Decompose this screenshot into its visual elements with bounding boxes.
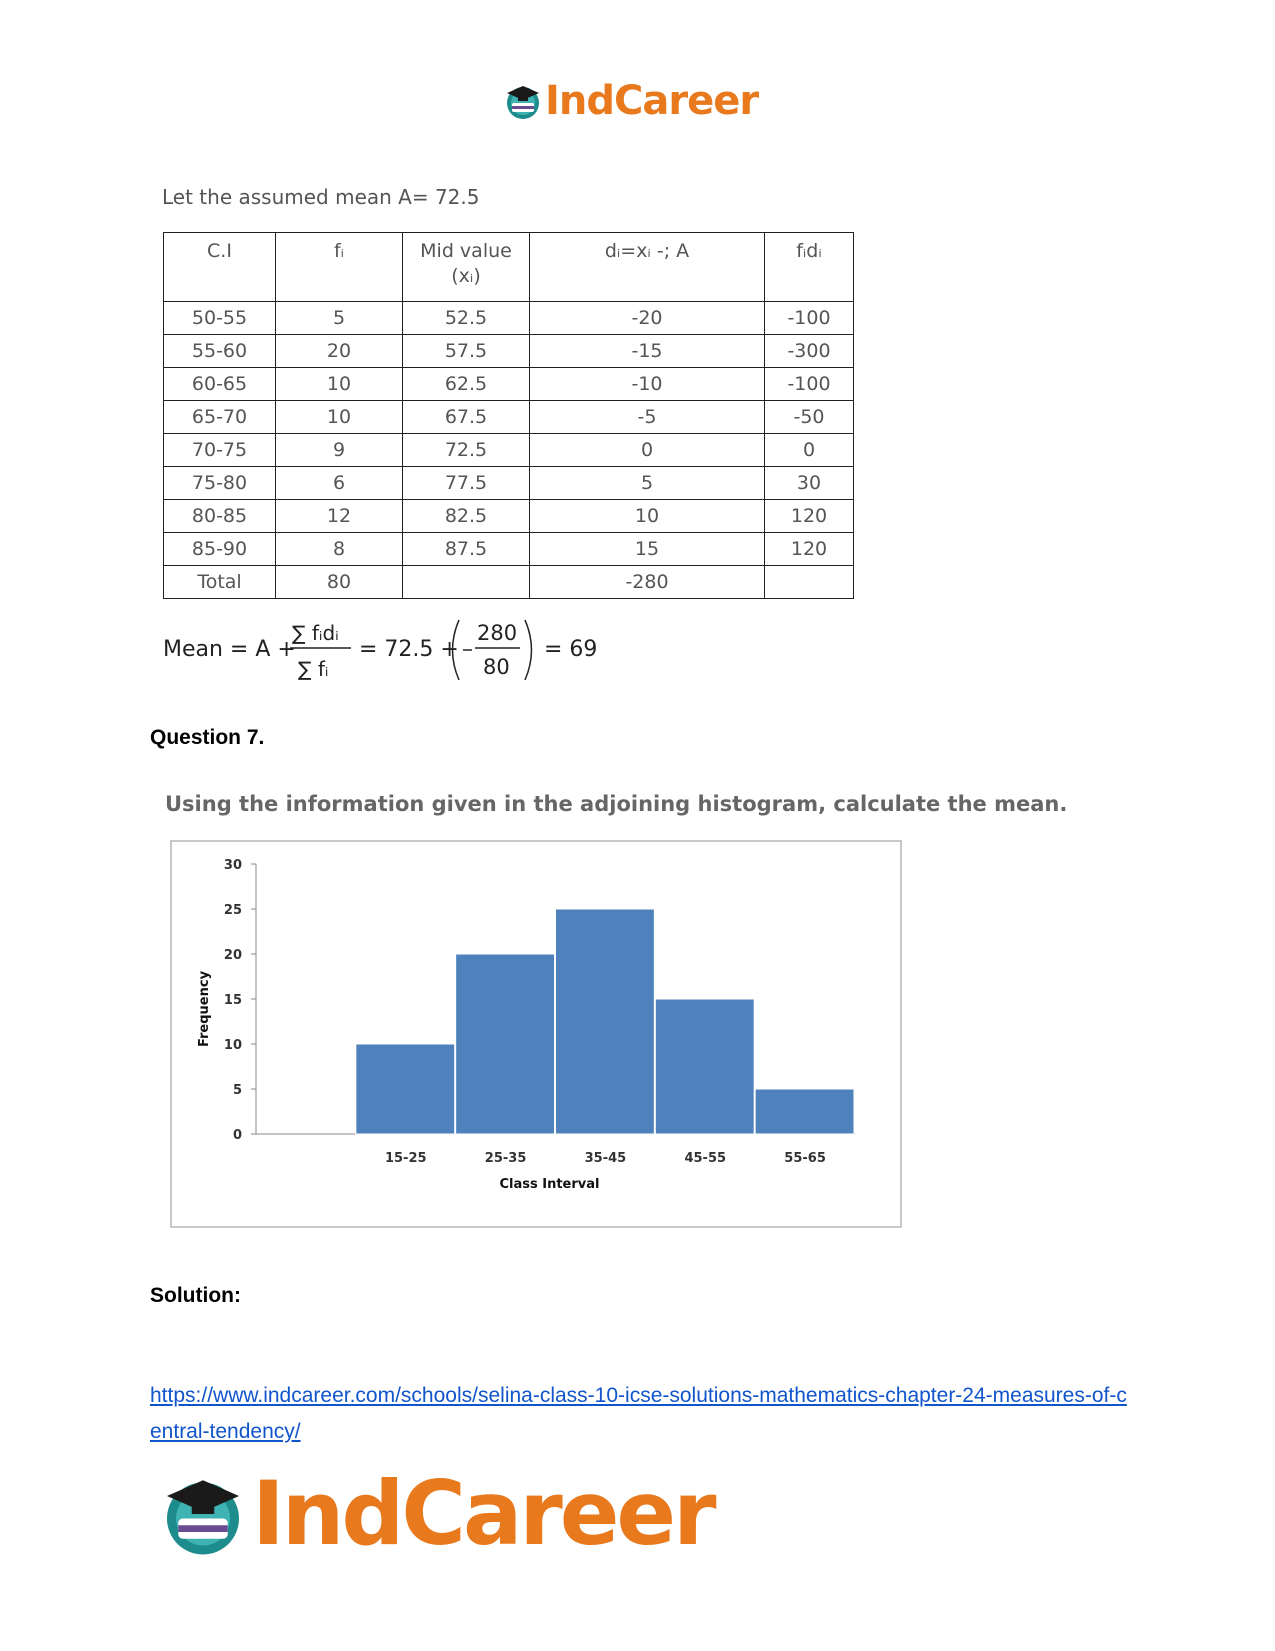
cell bbox=[403, 566, 530, 599]
histogram-bar bbox=[356, 1044, 455, 1134]
cell: 60-65 bbox=[164, 368, 276, 401]
table-row bbox=[164, 335, 854, 368]
cell: 57.5 bbox=[403, 335, 530, 368]
cell: -300 bbox=[765, 335, 854, 368]
header-fidi: fᵢdᵢ bbox=[765, 233, 854, 302]
formula-inner-numerator: 280 bbox=[477, 621, 518, 645]
cell: 9 bbox=[276, 434, 403, 467]
cell: -280 bbox=[530, 566, 765, 599]
cell: 0 bbox=[765, 434, 854, 467]
indcareer-logo-top bbox=[503, 78, 758, 124]
cell: 5 bbox=[530, 467, 765, 500]
table-row bbox=[164, 302, 854, 335]
formula-numerator: ∑ fᵢdᵢ bbox=[292, 621, 339, 645]
solution-heading: Solution: bbox=[150, 1284, 241, 1307]
graduation-cap-globe-icon bbox=[503, 81, 543, 121]
cell: 0 bbox=[530, 434, 765, 467]
cell: 6 bbox=[276, 467, 403, 500]
logo-text: IndCareer bbox=[545, 78, 759, 124]
cell: 12 bbox=[276, 500, 403, 533]
cell: 15 bbox=[530, 533, 765, 566]
cell: -100 bbox=[765, 302, 854, 335]
cell: 67.5 bbox=[403, 401, 530, 434]
cell: 120 bbox=[765, 500, 854, 533]
y-axis-label: Frequency bbox=[197, 970, 212, 1048]
histogram-bar bbox=[655, 999, 754, 1134]
cell: 80 bbox=[276, 566, 403, 599]
table-row bbox=[164, 500, 854, 533]
x-tick-label: 15-25 bbox=[384, 1151, 427, 1166]
cell: 85-90 bbox=[164, 533, 276, 566]
table-row bbox=[164, 533, 854, 566]
table-total-row bbox=[164, 566, 854, 599]
source-link[interactable]: https://www.indcareer.com/schools/selina-class-10-icse-solutions-mathematics-chapter-24-measures-of-central-tendency/ bbox=[150, 1384, 1127, 1443]
cell: 80-85 bbox=[164, 500, 276, 533]
header-fi: fᵢ bbox=[276, 233, 403, 302]
cell: 52.5 bbox=[403, 302, 530, 335]
formula-result: = 69 bbox=[544, 637, 598, 662]
cell: -5 bbox=[530, 401, 765, 434]
table-row bbox=[164, 401, 854, 434]
cell: 10 bbox=[276, 401, 403, 434]
cell: 10 bbox=[530, 500, 765, 533]
histogram-chart bbox=[170, 840, 902, 1228]
histogram-bar bbox=[456, 954, 555, 1134]
y-tick-label: 5 bbox=[232, 1083, 242, 1098]
graduation-cap-globe-icon bbox=[158, 1469, 248, 1559]
cell: -15 bbox=[530, 335, 765, 368]
cell: 10 bbox=[276, 368, 403, 401]
cell: 82.5 bbox=[403, 500, 530, 533]
y-tick-label: 10 bbox=[223, 1038, 242, 1053]
table-header-row bbox=[164, 233, 854, 302]
y-tick-label: 30 bbox=[223, 858, 242, 873]
header-mid-value: Mid value (xᵢ) bbox=[403, 233, 530, 302]
x-tick-label: 45-55 bbox=[684, 1151, 727, 1166]
mean-formula bbox=[163, 612, 623, 688]
y-tick-label: 25 bbox=[223, 903, 242, 918]
y-tick-label: 20 bbox=[223, 948, 242, 963]
table-row bbox=[164, 434, 854, 467]
cell: 20 bbox=[276, 335, 403, 368]
question-text: Using the information given in the adjoining histogram, calculate the mean. bbox=[165, 792, 1068, 816]
question-heading: Question 7. bbox=[150, 726, 265, 749]
table-row bbox=[164, 467, 854, 500]
histogram-svg bbox=[172, 842, 900, 1226]
logo-text: IndCareer bbox=[252, 1462, 714, 1565]
cell: 65-70 bbox=[164, 401, 276, 434]
x-axis-label: Class Interval bbox=[499, 1177, 600, 1192]
cell: Total bbox=[164, 566, 276, 599]
x-tick-label: 35-45 bbox=[584, 1151, 627, 1166]
cell: -10 bbox=[530, 368, 765, 401]
frequency-table bbox=[163, 232, 854, 599]
formula-inner-denominator: 80 bbox=[483, 655, 510, 679]
histogram-bar bbox=[556, 909, 655, 1134]
x-tick-label: 25-35 bbox=[484, 1151, 527, 1166]
cell: 62.5 bbox=[403, 368, 530, 401]
y-tick-label: 0 bbox=[232, 1128, 242, 1143]
formula-lhs: Mean = A + bbox=[163, 637, 296, 662]
table-row bbox=[164, 368, 854, 401]
cell: 120 bbox=[765, 533, 854, 566]
cell: 30 bbox=[765, 467, 854, 500]
cell: 50-55 bbox=[164, 302, 276, 335]
cell: 8 bbox=[276, 533, 403, 566]
cell: 70-75 bbox=[164, 434, 276, 467]
cell bbox=[765, 566, 854, 599]
cell: 55-60 bbox=[164, 335, 276, 368]
x-tick-label: 55-65 bbox=[784, 1151, 826, 1166]
cell: 87.5 bbox=[403, 533, 530, 566]
formula-denominator: ∑ fᵢ bbox=[298, 657, 329, 681]
histogram-bar bbox=[755, 1089, 854, 1134]
header-di: dᵢ=xᵢ -; A bbox=[530, 233, 765, 302]
cell: 5 bbox=[276, 302, 403, 335]
cell: -100 bbox=[765, 368, 854, 401]
formula-mid: = 72.5 + bbox=[359, 637, 459, 662]
indcareer-logo-bottom bbox=[158, 1462, 714, 1565]
cell: 72.5 bbox=[403, 434, 530, 467]
cell: -50 bbox=[765, 401, 854, 434]
y-tick-label: 15 bbox=[223, 993, 242, 1008]
assumed-mean-text: Let the assumed mean A= 72.5 bbox=[162, 185, 480, 209]
header-ci: C.I bbox=[164, 233, 276, 302]
cell: 75-80 bbox=[164, 467, 276, 500]
cell: -20 bbox=[530, 302, 765, 335]
cell: 77.5 bbox=[403, 467, 530, 500]
